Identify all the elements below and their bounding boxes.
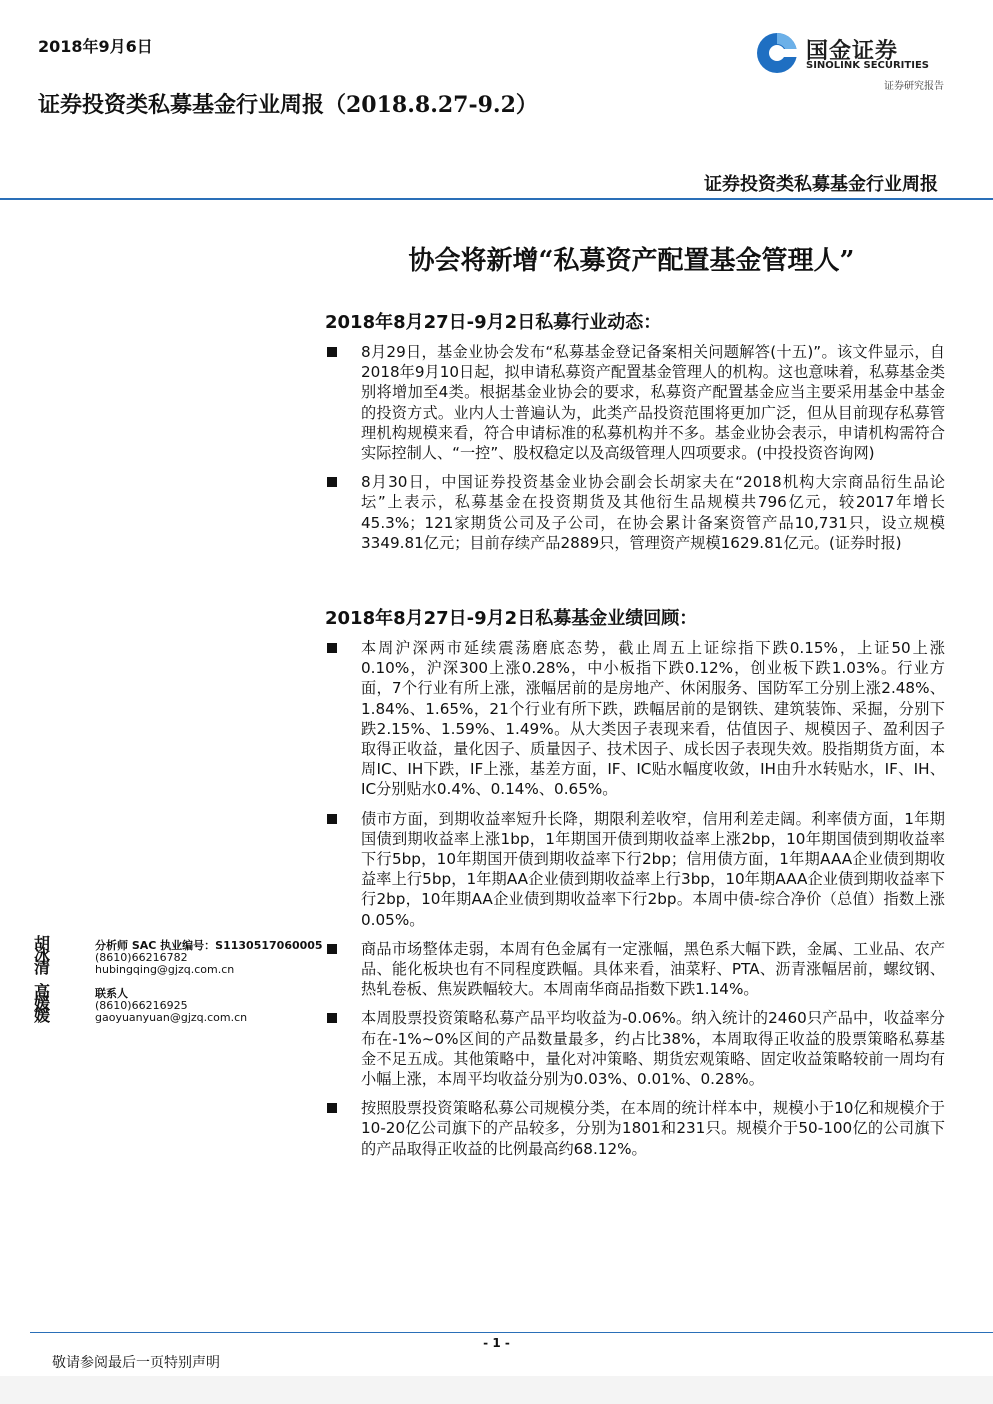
section-heading-performance-review: 2018年8月27日-9月2日私募基金业绩回顾： — [325, 608, 698, 629]
list-item: 商品市场整体走弱，本周有色金属有一定涨幅，黑色系大幅下跌，金属、工业品、农产品、能化板块也有不同程度跌幅。具体来看，油菜籽、PTA、沥青涨幅居前，螺纹钢、热轧卷板、焦炭跌幅较大。本周南华商品指数下跌1.14%。 — [325, 939, 945, 1000]
logo-english-name: SINOLINK SECURITIES — [806, 60, 929, 71]
contact-name: 高媛媛 — [34, 982, 51, 1025]
list-item: 本周股票投资策略私募产品平均收益为-0.06%。纳入统计的2460只产品中，收益率分布在-1%~0%区间的产品数量最多，约占比38%，本周取得正收益的股票策略私募基金不足五成。其他策略中，量化对冲策略、期货宏观策略、固定收益策略较前一周均有小幅上涨，本周平均收益分别为0.03%、0.01%、0.28%。 — [325, 1008, 945, 1089]
list-item: 8月30日，中国证券投资基金业协会副会长胡家夫在“2018机构大宗商品衍生品论坛”上表示，私募基金在投资期货及其他衍生品规模共796亿元，较2017年增长45.3%；121家期货公司及子公司，在协会累计备案资管产品10,731只，设立规模3349.81亿元；目前存续产品2889只，管理资产规模1629.81亿元。(证券时报) — [325, 472, 945, 553]
list-item: 债市方面，到期收益率短升长降，期限利差收窄，信用利差走阔。利率债方面，1年期国债到期收益率上涨1bp，1年期国开债到期收益率上涨2bp，10年期国债到期收益率下行5bp，10年期国开债到期收益率下行2bp；信用债方面，1年期AAA企业债到期收益率上行5bp，1年期AA企业债到期收益率上行3bp，10年期AAA企业债到期收益率下行2bp，10年期AA企业债到期收益率下行2bp。本周中债-综合净价（总值）指数上涨0.05%。 — [325, 809, 945, 930]
list-item: 按照股票投资策略私募公司规模分类，在本周的统计样本中，规模小于10亿和规模介于10-20亿公司旗下的产品较多，分别为1801和231只。规模介于50-100亿的公司旗下的产品取得正收益的比例最高约68.12%。 — [325, 1098, 945, 1159]
report-type-label: 证券研究报告 — [884, 81, 944, 92]
report-main-title: 证券投资类私募基金行业周报（2018.8.27-9.2） — [38, 92, 538, 118]
header-divider — [0, 198, 993, 200]
logo-chinese-name: 国金证券 — [806, 39, 899, 64]
industry-news-list — [325, 342, 945, 562]
analyst-name: 胡冰清 — [34, 934, 51, 977]
list-item: 本周沪深两市延续震荡磨底态势，截止周五上证综指下跌0.15%，上证50上涨0.10%，沪深300上涨0.28%，中小板指下跌0.12%，创业板下跌1.03%。行业方面，7个行业有所上涨，涨幅居前的是房地产、休闲服务、国防军工分别上涨2.48%、1.84%、1.65%，21个行业有所下跌，跌幅居前的是钢铁、建筑装饰、采掘，分别下跌2.15%、1.59%、1.49%。从大类因子表现来看，估值因子、规模因子、盈利因子取得正收益，量化因子、质量因子、技术因子、成长因子表现失效。股指期货方面，本周IC、IH下跌，IF上涨，基差方面，IF、IC贴水幅度收敛，IH由升水转贴水，IF、IH、IC分别贴水0.4%、0.14%、0.65%。 — [325, 638, 945, 800]
headline: 协会将新增“私募资产配置基金管理人” — [408, 246, 855, 276]
contact-role: 联系人 — [95, 987, 128, 1000]
analyst-role: 分析师 SAC 执业编号：S1130517060005 — [95, 939, 323, 952]
section-heading-industry-news: 2018年8月27日-9月2日私募行业动态： — [325, 312, 662, 333]
list-item: 8月29日，基金业协会发布“私募基金登记备案相关问题解答(十五)”。该文件显示，自2018年9月10日起，拟申请私募资产配置基金管理人的机构。这也意味着，私募基金类别将增加至4类。根据基金业协会的要求，私募资产配置基金应当主要采用基金中基金的投资方式。业内人士普遍认为，此类产品投资范围将更加广泛，但从目前现存私募管理机构规模来看，符合申请标准的私募机构并不多。基金业协会表示，申请机构需符合实际控制人、“一控”、股权稳定以及高级管理人四项要求。(中投投资咨询网) — [325, 342, 945, 463]
analyst-phone: (8610)66216782 — [95, 951, 188, 964]
contact-email: gaoyuanyuan@gjzq.com.cn — [95, 1011, 248, 1024]
contact-phone: (8610)66216925 — [95, 999, 188, 1012]
report-section-label: 证券投资类私募基金行业周报 — [704, 174, 938, 195]
footer-disclaimer: 敬请参阅最后一页特别声明 — [52, 1355, 220, 1371]
analyst-email: hubingqing@gjzq.com.cn — [95, 963, 235, 976]
page-number: - 1 - — [483, 1336, 510, 1350]
performance-review-list — [325, 638, 945, 1168]
footer-divider — [30, 1332, 993, 1333]
report-date: 2018年9月6日 — [38, 37, 153, 56]
sinolink-logo — [754, 30, 954, 80]
footer-band — [0, 1376, 993, 1404]
sinolink-logo-icon — [754, 30, 800, 76]
